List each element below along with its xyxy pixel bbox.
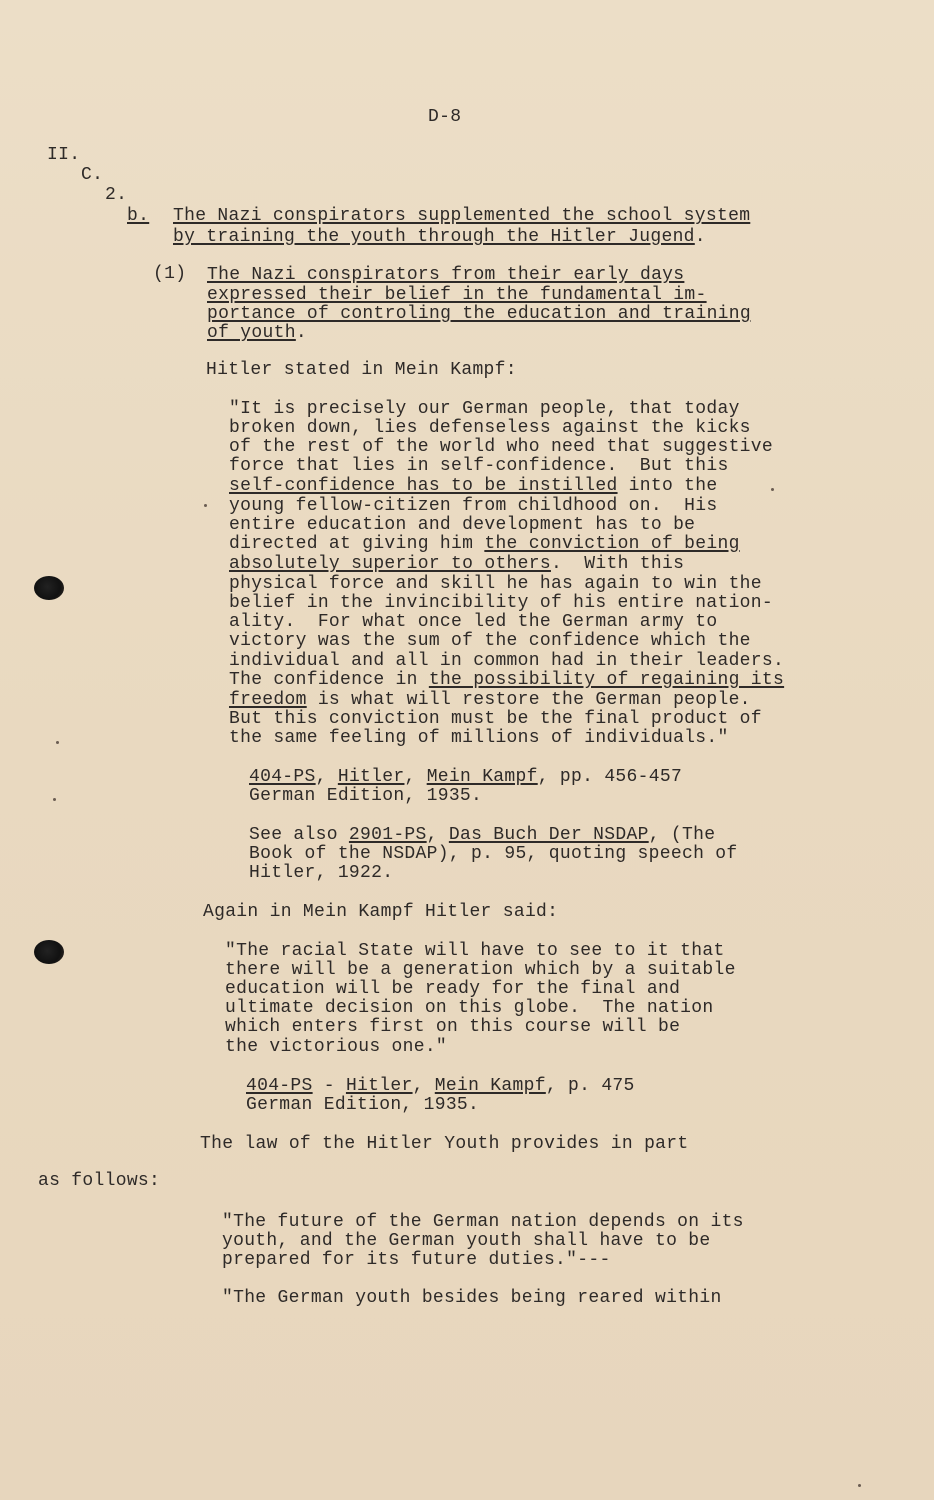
quote1-line16 bbox=[229, 691, 751, 710]
intro-as-follows: as follows: bbox=[38, 1171, 161, 1191]
quote3-line2: youth, and the German youth shall have to be bbox=[222, 1231, 711, 1251]
section-b-marker: b. bbox=[127, 206, 150, 226]
paper-speck bbox=[53, 798, 56, 801]
citation-2-line1-end: , (The bbox=[648, 825, 716, 845]
quote1-line3: of the rest of the world who need that suggestive bbox=[229, 437, 773, 457]
citation-2-sep: , bbox=[426, 825, 449, 845]
quote1-line12: ality. For what once led the German army to bbox=[229, 612, 718, 632]
citation-2-line2: Book of the NSDAP), p. 95, quoting speech of bbox=[249, 844, 738, 864]
section-b-heading-line2-text: by training the youth through the Hitler Jugend bbox=[173, 227, 695, 247]
citation-3-doc: 404-PS bbox=[246, 1076, 313, 1096]
quote1-line7: entire education and development has to be bbox=[229, 515, 696, 535]
quote2-line5: which enters first on this course will be bbox=[225, 1017, 681, 1037]
quote1-line8 bbox=[229, 535, 740, 554]
quote1-line5 bbox=[229, 477, 717, 496]
quote2-line1: "The racial State will have to see to it that bbox=[225, 941, 725, 961]
quote1-line15 bbox=[229, 671, 784, 690]
citation-3-edition: German Edition, 1935. bbox=[246, 1095, 480, 1115]
paper-speck bbox=[771, 488, 774, 491]
quote1-line6: young fellow-citizen from childhood on. His bbox=[229, 496, 718, 516]
paper-speck bbox=[204, 504, 207, 507]
quote1-line18: the same feeling of millions of individuals." bbox=[229, 728, 729, 748]
citation-2-doc: 2901-PS bbox=[348, 825, 427, 845]
quote2-line4: ultimate decision on this globe. The nation bbox=[225, 998, 714, 1018]
quote1-line1: "It is precisely our German people, that today bbox=[229, 399, 740, 419]
citation-1-sep1: , bbox=[315, 767, 338, 787]
quote1-line9-underlined: absolutely superior to others bbox=[229, 554, 551, 574]
quote1-line16-underlined: freedom bbox=[229, 690, 307, 710]
quote1-line17: But this conviction must be the final product of bbox=[229, 709, 762, 729]
punch-hole bbox=[34, 576, 64, 600]
citation-1-sep2: , bbox=[404, 767, 427, 787]
item-1-line4-end: . bbox=[295, 323, 307, 343]
citation-1-edition: German Edition, 1935. bbox=[249, 786, 483, 806]
outline-level-1: II. bbox=[47, 145, 81, 165]
citation-2-line3: Hitler, 1922. bbox=[249, 863, 394, 883]
citation-2-line1 bbox=[249, 826, 715, 845]
quote1-line8-underlined: the conviction of being bbox=[484, 534, 740, 554]
citation-3-author: Hitler bbox=[345, 1076, 413, 1096]
citation-1-line1 bbox=[249, 768, 682, 787]
quote1-line11: belief in the invincibility of his entire nation- bbox=[229, 593, 773, 613]
outline-level-3: 2. bbox=[105, 185, 128, 205]
citation-1-title: Mein Kampf bbox=[426, 767, 538, 787]
citation-3-pages: , p. 475 bbox=[545, 1076, 635, 1096]
intro-hitler-stated: Hitler stated in Mein Kampf: bbox=[206, 360, 517, 380]
quote2-line2: there will be a generation which by a suitable bbox=[225, 960, 736, 980]
citation-2-title: Das Buch Der NSDAP bbox=[448, 825, 649, 845]
quote1-line9-rest: . With this bbox=[550, 554, 685, 574]
quote1-line8-start: directed at giving him bbox=[229, 534, 485, 554]
intro-again-mein-kampf: Again in Mein Kampf Hitler said: bbox=[203, 902, 559, 922]
item-1-line3: portance of controling the education and training bbox=[207, 304, 751, 324]
intro-hitler-youth-law: The law of the Hitler Youth provides in part bbox=[200, 1134, 689, 1154]
section-b-heading-line2-end: . bbox=[694, 227, 706, 247]
item-1-line4-text: of youth bbox=[207, 323, 296, 343]
quote1-line2: broken down, lies defenseless against the kicks bbox=[229, 418, 751, 438]
quote1-line15-start: The confidence in bbox=[229, 670, 429, 690]
quote1-line14: individual and all in common had in their leaders. bbox=[229, 651, 785, 671]
quote1-line13: victory was the sum of the confidence which the bbox=[229, 631, 751, 651]
page-number: D-8 bbox=[428, 107, 462, 127]
item-1-line1: The Nazi conspirators from their early days bbox=[207, 265, 685, 285]
outline-level-2: C. bbox=[81, 165, 104, 185]
paper-speck bbox=[858, 1484, 861, 1487]
citation-1-author: Hitler bbox=[337, 767, 405, 787]
quote3-line3: prepared for its future duties."--- bbox=[222, 1250, 611, 1270]
citation-3-sep2: , bbox=[412, 1076, 435, 1096]
citation-1-pages: , pp. 456-457 bbox=[537, 767, 683, 787]
citation-2-prefix: See also bbox=[249, 825, 349, 845]
quote3-line1: "The future of the German nation depends on its bbox=[222, 1212, 744, 1232]
quote2-line3: education will be ready for the final and bbox=[225, 979, 681, 999]
punch-hole bbox=[34, 940, 64, 964]
quote1-line15-underlined: the possibility of regaining its bbox=[428, 670, 785, 690]
citation-3-title: Mein Kampf bbox=[434, 1076, 546, 1096]
citation-1-doc: 404-PS bbox=[249, 767, 316, 787]
section-b-heading-line2 bbox=[173, 228, 706, 247]
item-1-marker: (1) bbox=[153, 264, 187, 284]
quote4-line1: "The German youth besides being reared within bbox=[222, 1288, 722, 1308]
citation-3-line1 bbox=[246, 1077, 635, 1096]
section-b-heading-line1: The Nazi conspirators supplemented the school system bbox=[173, 206, 751, 226]
quote1-line5-underlined: self-confidence has to be instilled bbox=[229, 476, 618, 496]
quote1-line9 bbox=[229, 555, 684, 574]
paper-speck bbox=[56, 741, 59, 744]
quote2-line6: the victorious one." bbox=[225, 1037, 448, 1057]
citation-3-sep1: - bbox=[312, 1076, 346, 1096]
quote1-line4: force that lies in self-confidence. But this bbox=[229, 456, 729, 476]
quote1-line5-rest: into the bbox=[617, 476, 718, 496]
quote1-line16-rest: is what will restore the German people. bbox=[306, 690, 751, 710]
item-1-line2: expressed their belief in the fundamental im- bbox=[207, 285, 707, 305]
item-1-line4 bbox=[207, 324, 307, 343]
quote1-line10: physical force and skill he has again to win the bbox=[229, 574, 762, 594]
